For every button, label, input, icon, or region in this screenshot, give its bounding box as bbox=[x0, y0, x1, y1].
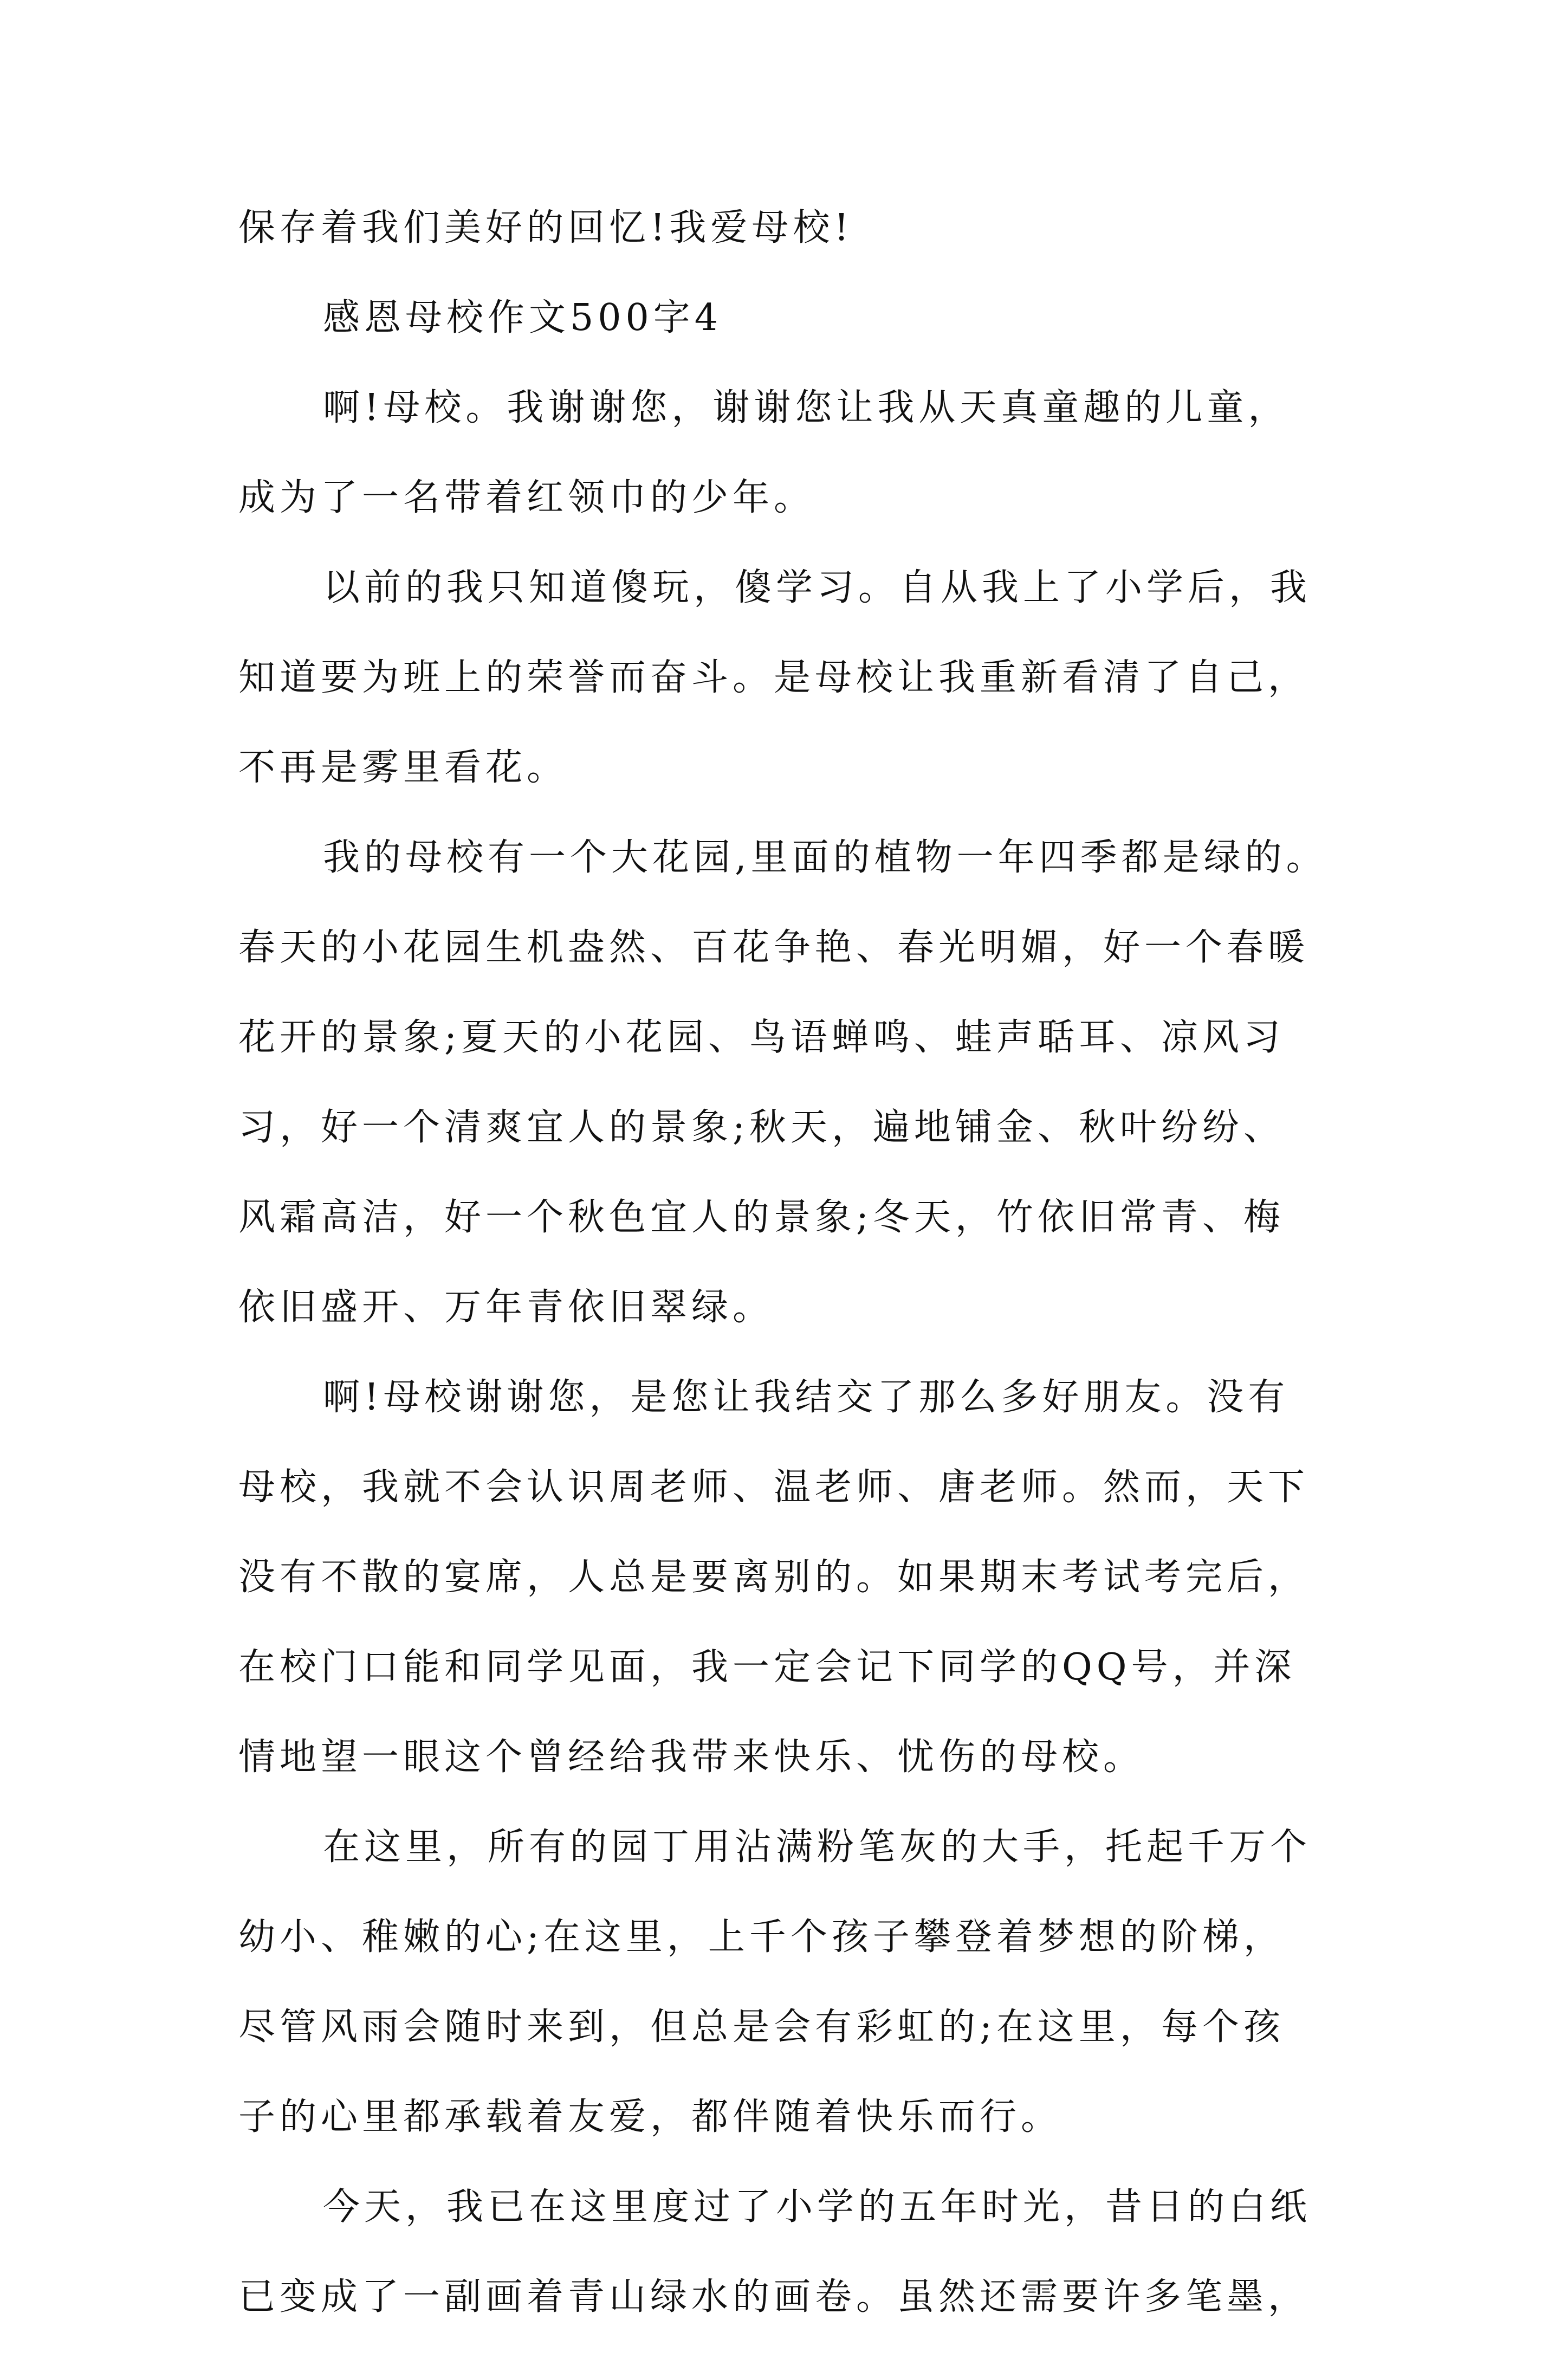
text-line: 子的心里都承载着友爱，都伴随着快乐而行。 bbox=[238, 2096, 1062, 2138]
text-line: 依旧盛开、万年青依旧翠绿。 bbox=[238, 1286, 774, 1329]
text-line: 知道要为班上的荣誉而奋斗。是母校让我重新看清了自己， bbox=[238, 656, 1310, 699]
text-line: 风霜高洁，好一个秋色宜人的景象;冬天，竹依旧常青、梅 bbox=[238, 1196, 1285, 1239]
text-line: 已变成了一副画着青山绿水的画卷。虽然还需要许多笔墨， bbox=[238, 2276, 1310, 2318]
text-line: 春天的小花园生机盎然、百花争艳、春光明媚，好一个春暖 bbox=[238, 926, 1310, 969]
text-line: 成为了一名带着红领巾的少年。 bbox=[238, 476, 815, 519]
text-line: 保存着我们美好的回忆!我爱母校! bbox=[238, 206, 853, 249]
text-line: 在校门口能和同学见面，我一定会记下同学的QQ号，并深 bbox=[238, 1646, 1296, 1689]
text-line: 幼小、稚嫩的心;在这里，上千个孩子攀登着梦想的阶梯， bbox=[238, 1916, 1285, 1959]
text-line: 不再是雾里看花。 bbox=[238, 746, 568, 789]
text-line: 啊!母校谢谢您，是您让我结交了那么多好朋友。没有 bbox=[323, 1376, 1290, 1419]
text-line: 尽管风雨会随时来到，但总是会有彩虹的;在这里，每个孩 bbox=[238, 2006, 1285, 2049]
text-line: 我的母校有一个大花园,里面的植物一年四季都是绿的。 bbox=[323, 836, 1327, 879]
section-heading: 感恩母校作文500字4 bbox=[323, 296, 723, 339]
text-line: 啊!母校。我谢谢您，谢谢您让我从天真童趣的儿童， bbox=[323, 386, 1290, 429]
text-line: 以前的我只知道傻玩，傻学习。自从我上了小学后，我 bbox=[323, 566, 1312, 609]
text-line: 母校，我就不会认识周老师、温老师、唐老师。然而，天下 bbox=[238, 1466, 1310, 1509]
text-line: 没有不散的宴席，人总是要离别的。如果期末考试考完后， bbox=[238, 1556, 1310, 1599]
text-line: 今天，我已在这里度过了小学的五年时光，昔日的白纸 bbox=[323, 2186, 1312, 2228]
text-line: 习，好一个清爽宜人的景象;秋天，遍地铺金、秋叶纷纷、 bbox=[238, 1106, 1285, 1149]
text-line: 在这里，所有的园丁用沾满粉笔灰的大手，托起千万个 bbox=[323, 1826, 1312, 1869]
text-line: 花开的景象;夏天的小花园、鸟语蝉鸣、蛙声聒耳、凉风习 bbox=[238, 1016, 1285, 1059]
text-line: 情地望一眼这个曾经给我带来快乐、忧伤的母校。 bbox=[238, 1736, 1145, 1779]
document-body bbox=[238, 206, 1344, 2365]
